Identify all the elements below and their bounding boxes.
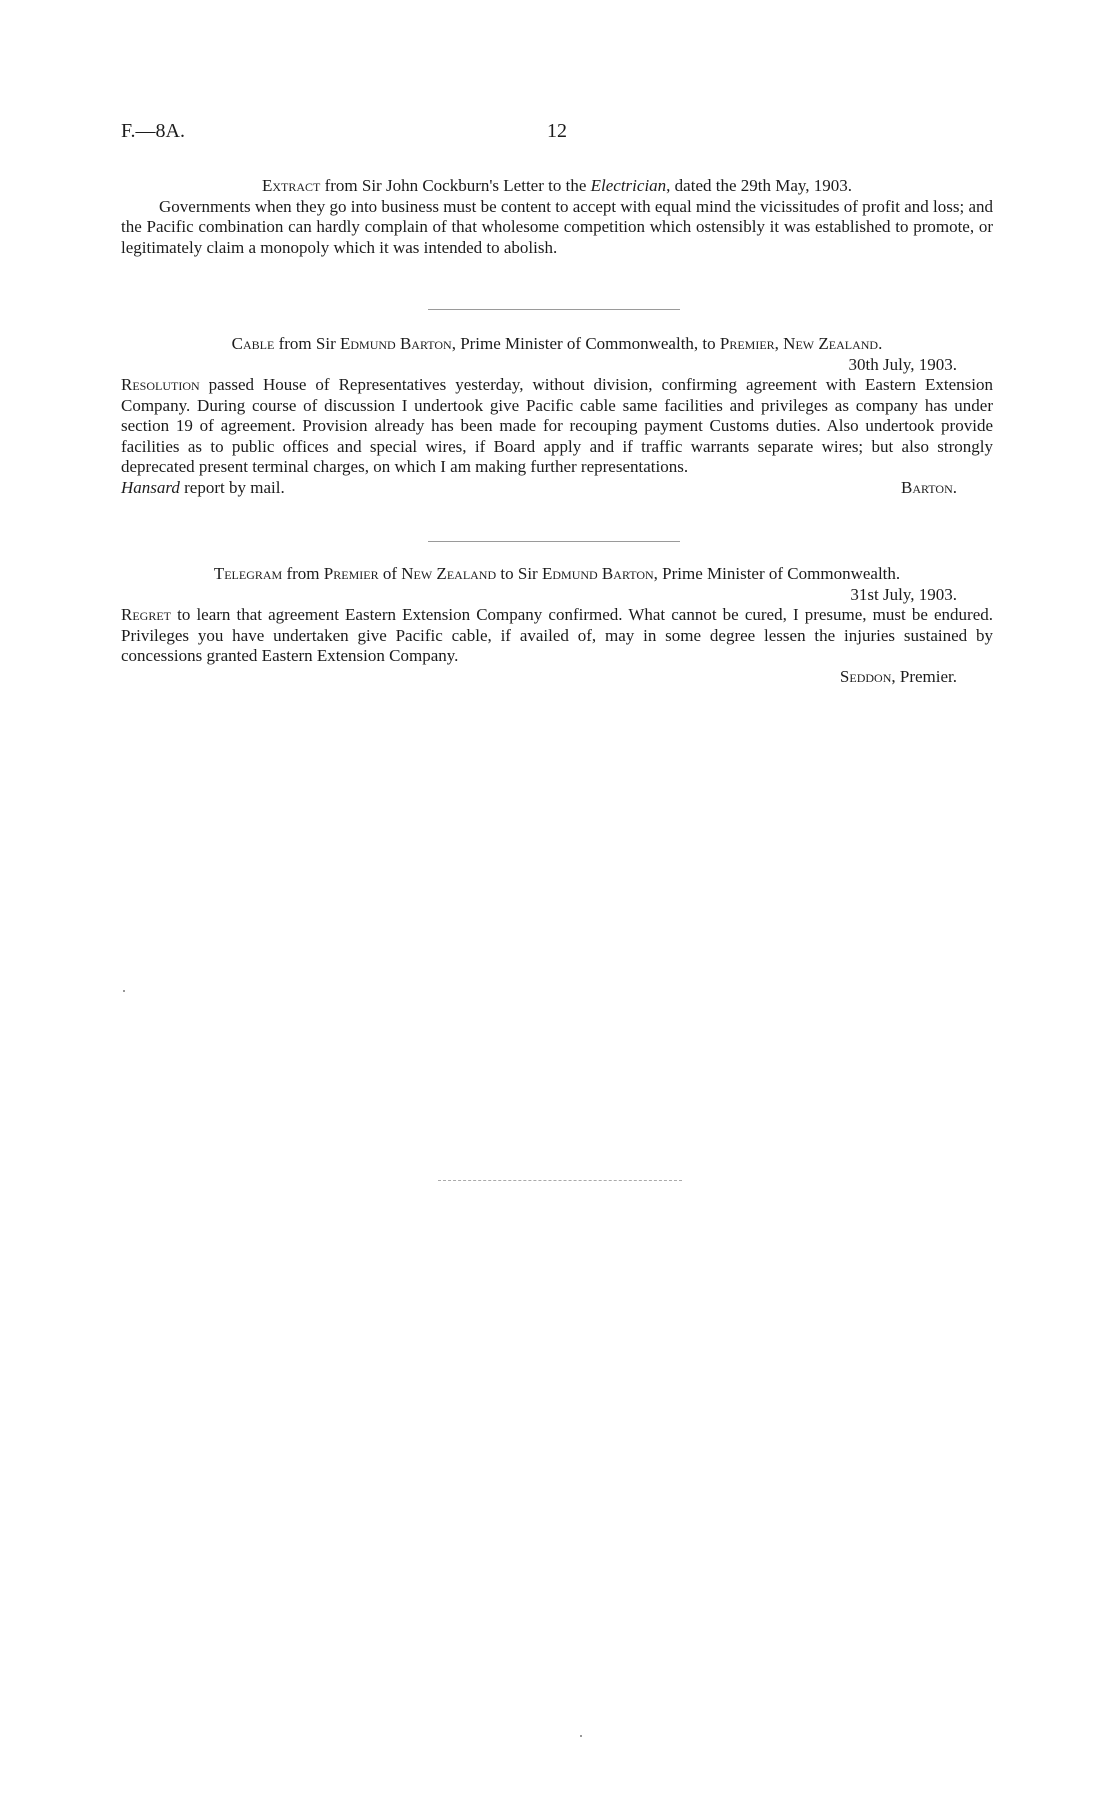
- telegram-heading: Telegram from Premier of New Zealand to Sir Edmund Barton, Prime Minister of Commonwealth.: [213, 564, 901, 583]
- print-speck: [123, 990, 125, 992]
- page-header: [121, 120, 993, 150]
- telegram-date: 31st July, 1903.: [850, 584, 957, 604]
- cable-body: Resolution passed House of Representatives yesterday, without division, confirming agreement with Eastern Extension Company. During course of discussion I undertook give Pacific cable same facilities and privileges as company has under section 19 of agreement. Provision already has been made for recouping payment Customs duties. Also undertook provide facilities as to public offices and special wires, if Board apply and if traffic warrants separate wires; but also strongly deprecated present terminal charges, on which I am making further representations.: [121, 375, 993, 476]
- section-divider: [428, 541, 680, 542]
- extract-body: Governments when they go into business must be content to accept with equal mind the vicissitudes of profit and loss; and the Pacific combination can hardly complain of that wholesome competition which ostensibly it was established to promote, or legitimately claim a monopoly which it was intended to abolish.: [121, 196, 993, 257]
- page-number: 12: [547, 120, 567, 142]
- cable-heading: Cable from Sir Edmund Barton, Prime Minister of Commonwealth, to Premier, New Zealand.: [231, 334, 883, 353]
- print-speck: [580, 1735, 582, 1737]
- section-divider: [428, 309, 680, 310]
- cable-signature: Barton.: [901, 477, 957, 497]
- telegram-signature: Seddon, Premier.: [839, 666, 957, 686]
- extract-section: [121, 176, 993, 258]
- cable-section: [121, 334, 993, 498]
- cable-date: 30th July, 1903.: [848, 354, 957, 374]
- telegram-body: Regret to learn that agreement Eastern Extension Company confirmed. What cannot be cured, I presume, must be endured. Privileges you have undertaken give Pacific cable, if availed of, may in some degree lessen the injuries sustained by concessions granted Eastern Extension Company.: [121, 605, 993, 665]
- end-divider: [438, 1180, 682, 1181]
- document-reference: F.—8A.: [121, 120, 185, 142]
- extract-heading: Extract from Sir John Cockburn's Letter to the Electrician, dated the 29th May, 1903.: [261, 176, 853, 195]
- telegram-section: [121, 564, 993, 687]
- cable-closing-line: Hansard report by mail. Barton.: [121, 478, 993, 499]
